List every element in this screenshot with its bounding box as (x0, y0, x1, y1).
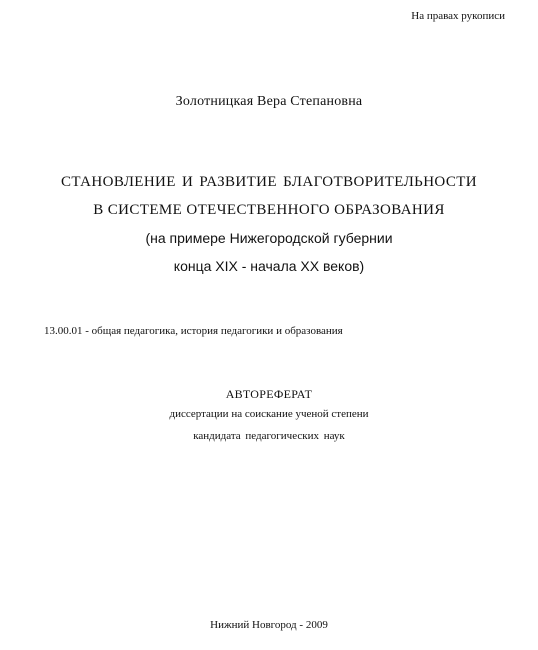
place-and-year: Нижний Новгород - 2009 (210, 619, 328, 631)
subtitle-line-2: конца XIX - начала XX веков) (173, 258, 365, 274)
manuscript-note: На правах рукописи (411, 10, 505, 22)
degree-purpose-line-1: диссертации на соискание ученой степени (169, 408, 369, 420)
document-type: АВТОРЕФЕРАТ (225, 387, 313, 401)
degree-purpose-line-2: кандидата педагогических наук (193, 430, 345, 442)
author-name: Золотницкая Вера Степановна (175, 94, 363, 109)
title-line-1: СТАНОВЛЕНИЕ И РАЗВИТИЕ БЛАГОТВОРИТЕЛЬНОСТИ (60, 174, 478, 190)
specialty-code: 13.00.01 - общая педагогика, история педагогики и образования (44, 325, 343, 337)
subtitle-line-1: (на примере Нижегородской губернии (145, 230, 393, 246)
title-line-2: В СИСТЕМЕ ОТЕЧЕСТВЕННОГО ОБРАЗОВАНИЯ (93, 202, 445, 218)
